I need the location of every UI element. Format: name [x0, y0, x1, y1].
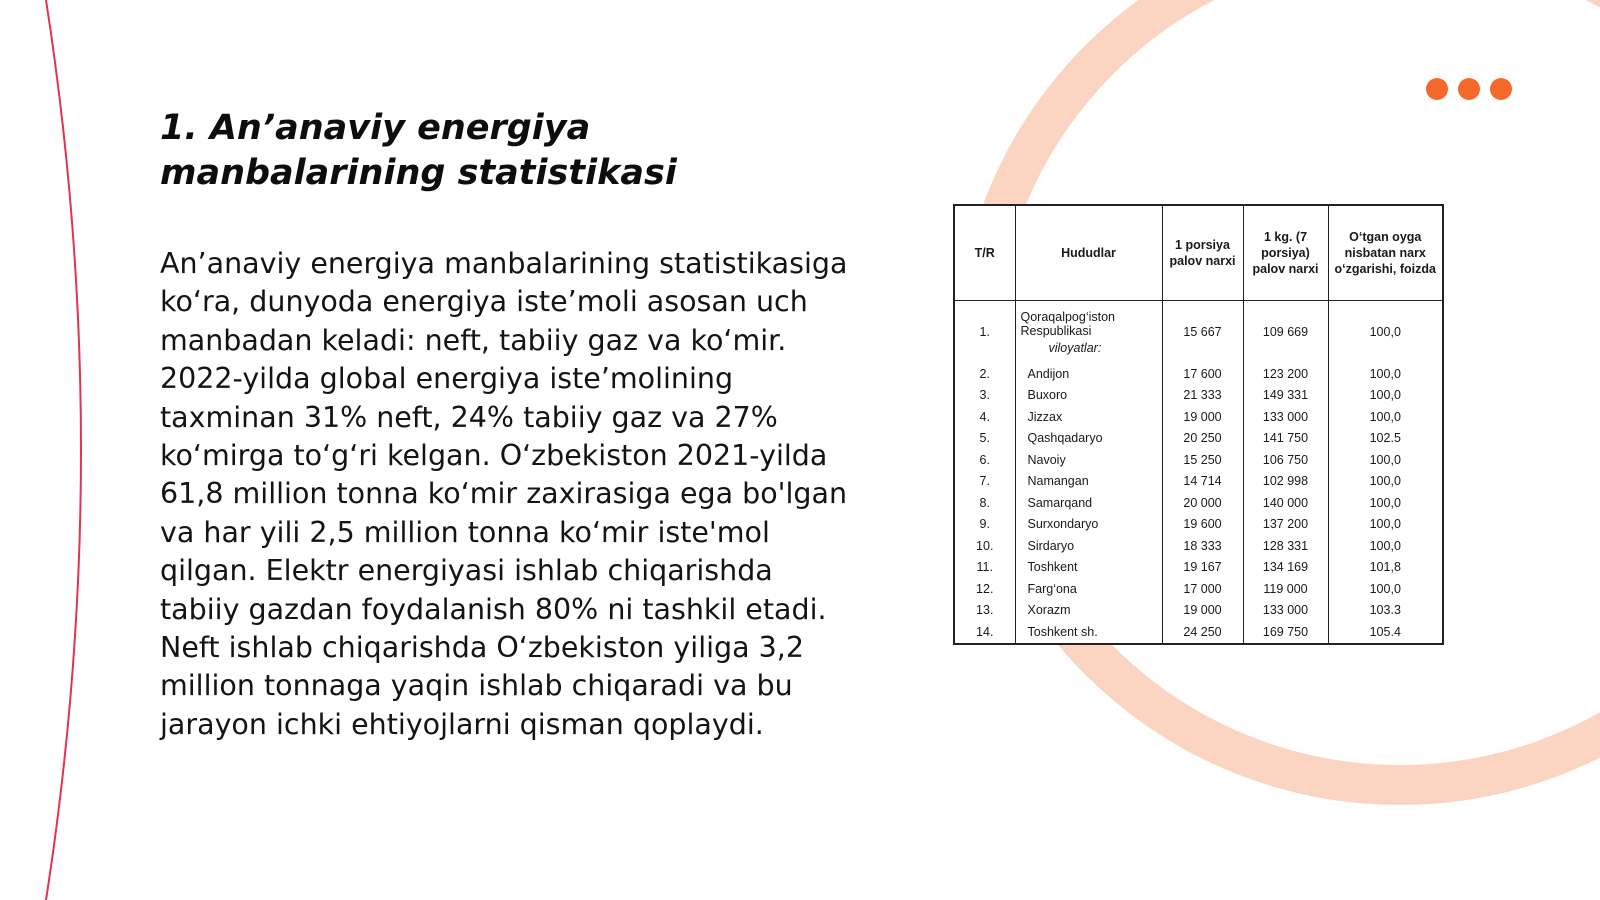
row-price-change: 100,0 [1328, 301, 1443, 364]
row-number: 3. [954, 385, 1015, 407]
row-price-change: 100,0 [1328, 385, 1443, 407]
row-portion-price: 17 000 [1162, 578, 1243, 600]
row-number: 5. [954, 428, 1015, 450]
table-row [954, 406, 1443, 428]
row-price-change: 100,0 [1328, 514, 1443, 536]
row-region: Surxondaryo [1015, 514, 1162, 536]
row-number: 8. [954, 492, 1015, 514]
row-portion-price: 19 000 [1162, 406, 1243, 428]
row-portion-price: 24 250 [1162, 621, 1243, 644]
header-portion-price: 1 porsiya palov narxi [1162, 205, 1243, 301]
row-price-change: 105.4 [1328, 621, 1443, 644]
row-number: 11. [954, 557, 1015, 579]
row-kg-price: 128 331 [1243, 535, 1328, 557]
palov-price-table [953, 204, 1444, 645]
row-price-change: 102.5 [1328, 428, 1443, 450]
row-portion-price: 20 250 [1162, 428, 1243, 450]
row-kg-price: 133 000 [1243, 600, 1328, 622]
table-row [954, 471, 1443, 493]
row-kg-price: 169 750 [1243, 621, 1328, 644]
dot-icon [1490, 78, 1512, 100]
row-portion-price: 17 600 [1162, 363, 1243, 385]
row-kg-price: 141 750 [1243, 428, 1328, 450]
table-row [954, 449, 1443, 471]
row-number: 7. [954, 471, 1015, 493]
row-kg-price: 106 750 [1243, 449, 1328, 471]
dot-icon [1426, 78, 1448, 100]
row-price-change: 100,0 [1328, 492, 1443, 514]
left-accent-line [46, 0, 81, 900]
regions-subheading: viloyatlar: [1048, 340, 1102, 355]
table-row [954, 600, 1443, 622]
row-kg-price: 133 000 [1243, 406, 1328, 428]
row-region: Andijon [1015, 363, 1162, 385]
row-region: Farg‘ona [1015, 578, 1162, 600]
row-price-change: 101,8 [1328, 557, 1443, 579]
row-region: Qashqadaryo [1015, 428, 1162, 450]
row-portion-price: 19 600 [1162, 514, 1243, 536]
price-table-container [953, 204, 1442, 644]
row-portion-price: 14 714 [1162, 471, 1243, 493]
row-price-change: 100,0 [1328, 535, 1443, 557]
row-price-change: 100,0 [1328, 471, 1443, 493]
row-kg-price: 134 169 [1243, 557, 1328, 579]
row-portion-price: 19 167 [1162, 557, 1243, 579]
table-row [954, 492, 1443, 514]
header-number: T/R [954, 205, 1015, 301]
row-kg-price: 140 000 [1243, 492, 1328, 514]
row-price-change: 100,0 [1328, 449, 1443, 471]
row-number: 4. [954, 406, 1015, 428]
row-region: Namangan [1015, 471, 1162, 493]
row-portion-price: 18 333 [1162, 535, 1243, 557]
table-row [954, 514, 1443, 536]
row-kg-price: 149 331 [1243, 385, 1328, 407]
row-region: Samarqand [1015, 492, 1162, 514]
row-kg-price: 123 200 [1243, 363, 1328, 385]
slide-paragraph: An’anaviy energiya manbalarining statistikasiga ko‘ra, dunyoda energiya iste’moli asosan uch manbadan keladi: neft, tabiiy gaz va ko‘mir. 2022-yilda global energiya iste’molining taxminan 31% neft, 24% tabiiy gaz va 27% ko‘mirga to‘g‘ri kelgan. O‘zbekiston 2021-yilda 61,8 million tonna ko‘mir zaxirasiga ega bo'lgan va har yili 2,5 million tonna ko‘mir iste'mol qilgan. Elektr energiyasi ishlab chiqarishda tabiiy gazdan foydalanish 80% ni tashkil etadi. Neft ishlab chiqarishda O‘zbekiston yiliga 3,2 million tonnaga yaqin ishlab chiqaradi va bu jarayon ichki ehtiyojlarni qisman qoplaydi. [160, 247, 848, 741]
row-number: 1. [954, 301, 1015, 364]
slide-title: 1. An’anaviy energiya manbalarining statistikasi [160, 108, 677, 193]
menu-dots-icon [1426, 78, 1512, 100]
row-price-change: 100,0 [1328, 578, 1443, 600]
table-row [954, 363, 1443, 385]
row-region: Toshkent [1015, 557, 1162, 579]
row-kg-price: 137 200 [1243, 514, 1328, 536]
row-price-change: 103.3 [1328, 600, 1443, 622]
row-number: 2. [954, 363, 1015, 385]
row-region [1015, 301, 1162, 364]
row-number: 9. [954, 514, 1015, 536]
row-region: Buxoro [1015, 385, 1162, 407]
table-header-row [954, 205, 1443, 301]
row-region: Jizzax [1015, 406, 1162, 428]
row-portion-price: 21 333 [1162, 385, 1243, 407]
row-kg-price: 119 000 [1243, 578, 1328, 600]
row-portion-price: 15 667 [1162, 301, 1243, 364]
row-portion-price: 20 000 [1162, 492, 1243, 514]
table-row [954, 535, 1443, 557]
header-regions: Hududlar [1015, 205, 1162, 301]
region-name: Qoraqalpog‘iston Respublikasi [1020, 309, 1116, 338]
row-price-change: 100,0 [1328, 363, 1443, 385]
row-portion-price: 15 250 [1162, 449, 1243, 471]
row-kg-price: 109 669 [1243, 301, 1328, 364]
row-region: Xorazm [1015, 600, 1162, 622]
header-price-change: O‘tgan oyga nisbatan narx o‘zgarishi, foizda [1328, 205, 1443, 301]
row-price-change: 100,0 [1328, 406, 1443, 428]
row-number: 14. [954, 621, 1015, 644]
row-number: 10. [954, 535, 1015, 557]
header-kg-price: 1 kg. (7 porsiya) palov narxi [1243, 205, 1328, 301]
table-row [954, 385, 1443, 407]
table-row [954, 621, 1443, 644]
row-number: 12. [954, 578, 1015, 600]
row-region: Navoiy [1015, 449, 1162, 471]
table-row [954, 301, 1443, 364]
row-number: 13. [954, 600, 1015, 622]
table-row [954, 557, 1443, 579]
row-kg-price: 102 998 [1243, 471, 1328, 493]
row-region: Toshkent sh. [1015, 621, 1162, 644]
table-row [954, 428, 1443, 450]
table-row [954, 578, 1443, 600]
row-portion-price: 19 000 [1162, 600, 1243, 622]
row-region: Sirdaryo [1015, 535, 1162, 557]
row-number: 6. [954, 449, 1015, 471]
dot-icon [1458, 78, 1480, 100]
